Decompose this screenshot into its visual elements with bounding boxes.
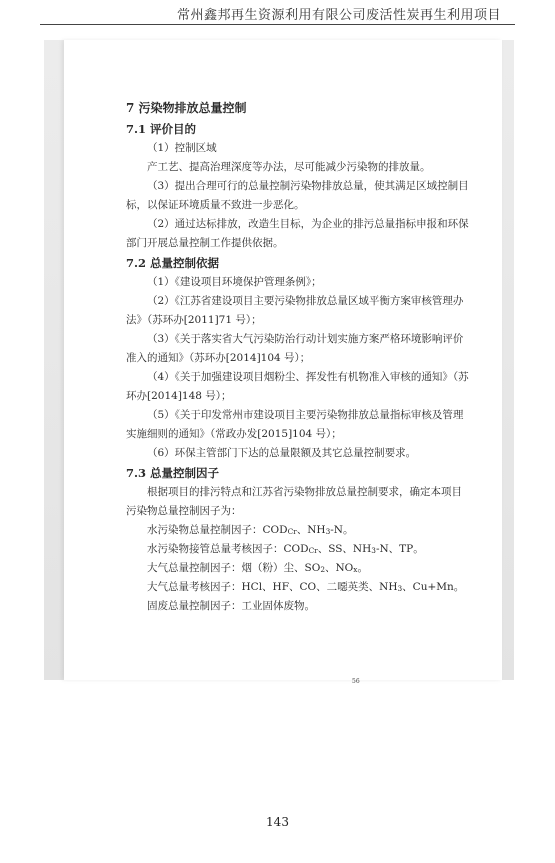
header-rule (40, 24, 515, 25)
list-item: （2）《江苏省建设项目主要污染物排放总量区域平衡方案审核管理办法》（苏环办[2011]71 号）； (126, 295, 464, 326)
air-assessment-factors: 大气总量考核因子：HCl、HF、CO、二噁英类、$NH_3$、Cu+Mn。 (147, 581, 465, 593)
page-number: 143 (266, 815, 289, 829)
water-assessment-factors: 水污染物接管总量考核因子：$COD_{Cr}$、SS、$NH_3-N$、TP。 (147, 543, 424, 555)
paragraph: （1）控制区域 (147, 142, 217, 154)
list-item: （6）环保主管部门下达的总量限额及其它总量控制要求。 (147, 447, 417, 459)
solid-waste-factors: 固废总量控制因子：工业固体废物。 (147, 600, 315, 612)
paragraph: 根据项目的排污特点和江苏省污染物排放总量控制要求，确定本项目污染物总量控制因子为： (126, 486, 462, 517)
list-item: （1）《建设项目环境保护管理条例》； (147, 276, 322, 288)
air-control-factors: 大气总量控制因子：烟（粉）尘、$SO_2$、$NO_x$。 (147, 562, 368, 574)
paragraph: 产工艺、提高治理深度等办法，尽可能减少污染物的排放量。 (147, 161, 431, 173)
list-item: （4）《关于加强建设项目烟粉尘、挥发性有机物准入审核的通知》（苏环办[2014]148 号）； (126, 371, 469, 402)
running-header: 常州鑫邦再生资源利用有限公司废活性炭再生利用项目 (176, 8, 501, 23)
list-item: （3）《关于落实省大气污染防治行动计划实施方案严格环境影响评价准入的通知》（苏环办[2014]104 号）； (126, 333, 464, 364)
paragraph: （3）提出合理可行的总量控制污染物排放总量，使其满足区域控制目标，以保证环境质量不致进一步恶化。 (126, 180, 469, 211)
heading-7-3: 7.3 总量控制因子 (126, 466, 220, 480)
paragraph: （2）通过达标排放，改造生目标，为企业的排污总量指标申报和环保部门开展总量控制工作提供依据。 (126, 218, 469, 249)
heading-7-2: 7.2 总量控制依据 (126, 256, 220, 270)
water-control-factors: 水污染物总量控制因子：$COD_{Cr}$、$NH_3-N$。 (147, 524, 354, 536)
heading-7-1: 7.1 评价目的 (126, 122, 197, 136)
scanned-page (64, 40, 502, 685)
section-title: 7 污染物排放总量控制 (126, 101, 247, 115)
inner-page-number: 56 (352, 678, 360, 685)
list-item: （5）《关于印发常州市建设项目主要污染物排放总量指标审核及管理实施细则的通知》（常政办发[2015]104 号）； (126, 409, 464, 440)
page-content (126, 98, 470, 616)
